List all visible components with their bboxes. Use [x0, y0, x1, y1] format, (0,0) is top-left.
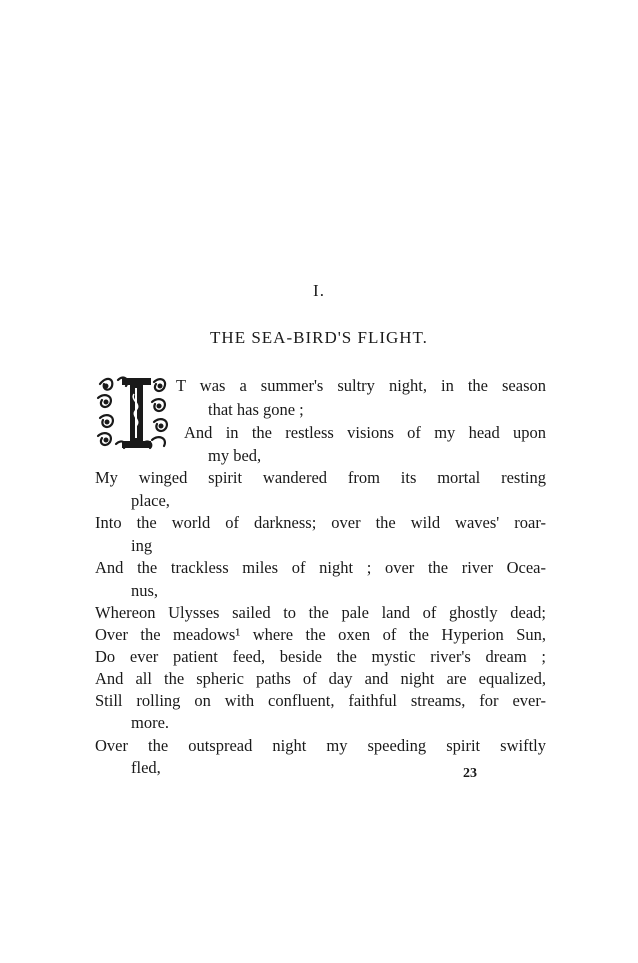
page-number: 23 — [463, 766, 477, 781]
poem-line-11: Whereon Ulysses sailed to the pale land of ghostly dead; — [95, 603, 546, 622]
poem-line-1: T was a summer's sultry night, in the season — [176, 376, 546, 395]
chapter-number: I. — [313, 281, 325, 300]
poem-line-7: Into the world of darkness; over the wild waves' roar- — [95, 513, 546, 532]
poem-line-5: My winged spirit wandered from its mortal resting — [95, 468, 546, 487]
poem-line-12: Over the meadows¹ where the oxen of the Hyperion Sun, — [95, 625, 546, 644]
poem-line-3: And in the restless visions of my head upon — [184, 423, 546, 442]
poem-line-14: And all the spheric paths of day and night are equalized, — [95, 669, 546, 688]
ornamental-dropcap-icon — [94, 374, 178, 450]
poem-line-2: that has gone ; — [208, 400, 304, 419]
poem-line-13: Do ever patient feed, beside the mystic river's dream ; — [95, 647, 546, 666]
poem-line-6: place, — [131, 491, 170, 510]
poem-line-16: more. — [131, 713, 170, 732]
poem-line-18: fled, — [131, 758, 161, 777]
poem-line-9: And the trackless miles of night ; over the river Ocea- — [95, 558, 546, 577]
poem-line-4: my bed, — [208, 446, 262, 465]
poem-line-8: ing — [131, 536, 153, 555]
poem-line-10: nus, — [131, 581, 159, 600]
poem-line-15: Still rolling on with confluent, faithful streams, for ever- — [95, 691, 546, 710]
chapter-title: THE SEA-BIRD'S FLIGHT. — [210, 328, 428, 347]
poem-line-17: Over the outspread night my speeding spirit swiftly — [95, 736, 546, 755]
